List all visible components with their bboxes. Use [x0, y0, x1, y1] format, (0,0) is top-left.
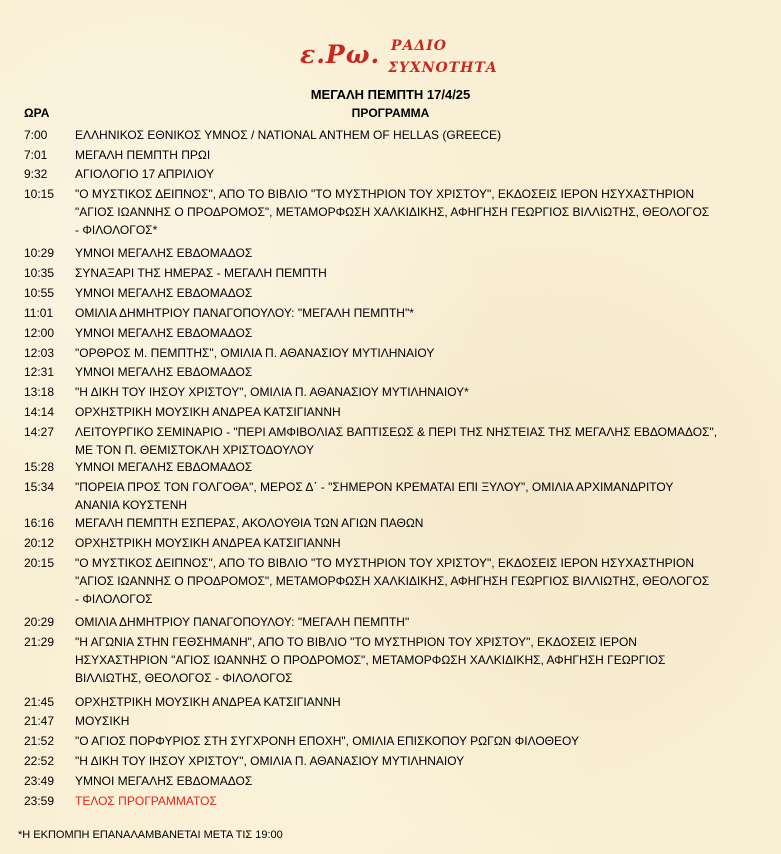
schedule-description: ΕΛΛΗΝΙΚΟΣ ΕΘΝΙΚΟΣ ΥΜΝΟΣ / NATIONAL ANTHEM OF HELLAS (GREECE)	[75, 128, 502, 142]
schedule-time: 15:28	[24, 460, 55, 474]
schedule-time: 21:45	[24, 695, 55, 709]
schedule-time: 21:52	[24, 734, 55, 748]
schedule-description: "Η ΔΙΚΗ ΤΟΥ ΙΗΣΟΥ ΧΡΙΣΤΟΥ", ΟΜΙΛΙΑ Π. ΑΘΑΝΑΣΙΟΥ ΜΥΤΙΛΗΝΑΙΟΥ*	[75, 385, 469, 399]
column-header-program: ΠΡΟΓΡΑΜΜΑ	[351, 106, 430, 120]
schedule-time: 15:34	[24, 480, 55, 494]
schedule-time: 10:35	[24, 266, 55, 280]
page-title: ΜΕΓΑΛΗ ΠΕΜΠΤΗ 17/4/25	[310, 87, 471, 102]
schedule-description: "Ο ΜΥΣΤΙΚΟΣ ΔΕΙΠΝΟΣ", ΑΠΟ ΤΟ ΒΙΒΛΙΟ "ΤΟ ΜΥΣΤΗΡΙΟΝ ΤΟΥ ΧΡΙΣΤΟΥ", ΕΚΔΟΣΕΙΣ ΙΕΡΟΝ ΗΣΥΧΑΣΤΗΡΙΟΝ "ΑΓΙΟΣ ΙΩΑΝΝΗΣ Ο ΠΡΟΔΡΟΜΟΣ", ΜΕΤΑΜΟΡΦΩΣΗ ΧΑΛΚΙΔΙΚΗΣ, ΑΦΗΓΗΣΗ ΓΕΩΡΓΙΟΣ ΒΙΛΛΙΩΤΗΣ, ΘΕΟΛΟΓΟΣ - ΦΙΛΟΛΟΓΟΣ	[75, 556, 710, 606]
schedule-time: 14:27	[24, 425, 55, 439]
schedule-description: ΥΜΝΟΙ ΜΕΓΑΛΗΣ ΕΒΔΟΜΑΔΟΣ	[75, 246, 253, 260]
schedule-time: 9:32	[24, 167, 48, 181]
schedule-description: ΟΡΧΗΣΤΡΙΚΗ ΜΟΥΣΙΚΗ ΑΝΔΡΕΑ ΚΑΤΣΙΓΙΑΝΝΗ	[75, 695, 341, 709]
schedule-description: ΥΜΝΟΙ ΜΕΓΑΛΗΣ ΕΒΔΟΜΑΔΟΣ	[75, 286, 253, 300]
footnote: *Η ΕΚΠΟΜΠΗ ΕΠΑΝΑΛΑΜΒΑΝΕΤΑΙ ΜΕΤΑ ΤΙΣ 19:00	[18, 829, 283, 841]
schedule-description: "ΠΟΡΕΙΑ ΠΡΟΣ ΤΟΝ ΓΟΛΓΟΘΑ", ΜΕΡΟΣ Δ΄ - "ΣΗΜΕΡΟΝ ΚΡΕΜΑΤΑΙ ΕΠΙ ΞΥΛΟΥ", ΟΜΙΛΙΑ ΑΡΧΙΜΑΝΔΡΙΤΟΥ ΑΝΑΝΙΑ ΚΟΥΣΤΕΝΗ	[75, 480, 674, 512]
schedule-time: 14:14	[24, 405, 55, 419]
logo-line-2: ΣΥΧΝΟΤΗΤΑ	[388, 60, 498, 76]
schedule-time: 7:00	[24, 128, 48, 142]
schedule-time: 7:01	[24, 148, 48, 162]
logo-mark: ε.Ρω.	[300, 40, 381, 69]
schedule-time: 16:16	[24, 516, 55, 530]
schedule-description: "Η ΑΓΩΝΙΑ ΣΤΗΝ ΓΕΘΣΗΜΑΝΗ", ΑΠΟ ΤΟ ΒΙΒΛΙΟ "ΤΟ ΜΥΣΤΗΡΙΟΝ ΤΟΥ ΧΡΙΣΤΟΥ", ΕΚΔΟΣΕΙΣ ΙΕΡΟΝ ΗΣΥΧΑΣΤΗΡΙΟΝ "ΑΓΙΟΣ ΙΩΑΝΝΗΣ Ο ΠΡΟΔΡΟΜΟΣ", ΜΕΤΑΜΟΡΦΩΣΗ ΧΑΛΚΙΔΙΚΗΣ, ΑΦΗΓΗΣΗ ΓΕΩΡΓΙΟΣ ΒΙΛΛΙΩΤΗΣ, ΘΕΟΛΟΓΟΣ - ΦΙΛΟΛΟΓΟΣ	[75, 635, 666, 685]
schedule-time: 23:49	[24, 774, 55, 788]
schedule-time: 10:55	[24, 286, 55, 300]
schedule-description: ΜΟΥΣΙΚΗ	[75, 714, 130, 728]
schedule-time: 21:47	[24, 714, 55, 728]
schedule-time: 22:52	[24, 754, 55, 768]
logo-line-1: ΡΑΔΙΟ	[391, 38, 447, 54]
schedule-time: 23:59	[24, 794, 55, 808]
schedule-description: ΥΜΝΟΙ ΜΕΓΑΛΗΣ ΕΒΔΟΜΑΔΟΣ	[75, 774, 253, 788]
schedule-description: ΥΜΝΟΙ ΜΕΓΑΛΗΣ ΕΒΔΟΜΑΔΟΣ	[75, 460, 253, 474]
schedule-description: ΜΕΓΑΛΗ ΠΕΜΠΤΗ ΠΡΩΙ	[75, 148, 211, 162]
column-header-time: ΩΡΑ	[24, 106, 50, 120]
schedule-description: ΟΡΧΗΣΤΡΙΚΗ ΜΟΥΣΙΚΗ ΑΝΔΡΕΑ ΚΑΤΣΙΓΙΑΝΝΗ	[75, 405, 341, 419]
schedule-description: ΑΓΙΟΛΟΓΙΟ 17 ΑΠΡΙΛΙΟΥ	[75, 167, 215, 181]
schedule-description: ΟΜΙΛΙΑ ΔΗΜΗΤΡΙΟΥ ΠΑΝΑΓΟΠΟΥΛΟΥ: "ΜΕΓΑΛΗ ΠΕΜΠΤΗ"	[75, 615, 410, 629]
schedule-description: ΜΕΓΑΛΗ ΠΕΜΠΤΗ ΕΣΠΕΡΑΣ, ΑΚΟΛΟΥΘΙΑ ΤΩΝ ΑΓΙΩΝ ΠΑΘΩΝ	[75, 516, 424, 530]
schedule-time: 21:29	[24, 635, 55, 649]
schedule-description: ΟΡΧΗΣΤΡΙΚΗ ΜΟΥΣΙΚΗ ΑΝΔΡΕΑ ΚΑΤΣΙΓΙΑΝΝΗ	[75, 536, 341, 550]
schedule-time: 12:03	[24, 346, 55, 360]
schedule-time: 11:01	[24, 306, 54, 320]
schedule-description: ΟΜΙΛΙΑ ΔΗΜΗΤΡΙΟΥ ΠΑΝΑΓΟΠΟΥΛΟΥ: "ΜΕΓΑΛΗ ΠΕΜΠΤΗ"*	[75, 306, 414, 320]
schedule-time: 20:15	[24, 556, 55, 570]
schedule-time: 12:00	[24, 326, 55, 340]
schedule-description: "Η ΔΙΚΗ ΤΟΥ ΙΗΣΟΥ ΧΡΙΣΤΟΥ", ΟΜΙΛΙΑ Π. ΑΘΑΝΑΣΙΟΥ ΜΥΤΙΛΗΝΑΙΟΥ	[75, 754, 465, 768]
schedule-description: ΤΕΛΟΣ ΠΡΟΓΡΑΜΜΑΤΟΣ	[75, 794, 217, 808]
schedule-time: 10:15	[24, 187, 55, 201]
schedule-description: ΣΥΝΑΞΑΡΙ ΤΗΣ ΗΜΕΡΑΣ - ΜΕΓΑΛΗ ΠΕΜΠΤΗ	[75, 266, 327, 280]
schedule-time: 10:29	[24, 246, 55, 260]
schedule-description: ΥΜΝΟΙ ΜΕΓΑΛΗΣ ΕΒΔΟΜΑΔΟΣ	[75, 365, 253, 379]
schedule-time: 20:29	[24, 615, 55, 629]
station-logo	[300, 36, 520, 80]
schedule-time: 20:12	[24, 536, 55, 550]
schedule-description: ΛΕΙΤΟΥΡΓΙΚΟ ΣΕΜΙΝΑΡΙΟ - "ΠΕΡΙ ΑΜΦΙΒΟΛΙΑΣ ΒΑΠΤΙΣΕΩΣ & ΠΕΡΙ ΤΗΣ ΝΗΣΤΕΙΑΣ ΤΗΣ ΜΕΓΑΛΗΣ ΕΒΔΟΜΑΔΟΣ", ΜΕ ΤΟΝ Π. ΘΕΜΙΣΤΟΚΛΗ ΧΡΙΣΤΟΔΟΥΛΟΥ	[75, 425, 718, 457]
schedule-time: 13:18	[24, 385, 55, 399]
schedule-description: ΥΜΝΟΙ ΜΕΓΑΛΗΣ ΕΒΔΟΜΑΔΟΣ	[75, 326, 253, 340]
schedule-description: "Ο ΜΥΣΤΙΚΟΣ ΔΕΙΠΝΟΣ", ΑΠΟ ΤΟ ΒΙΒΛΙΟ "ΤΟ ΜΥΣΤΗΡΙΟΝ ΤΟΥ ΧΡΙΣΤΟΥ", ΕΚΔΟΣΕΙΣ ΙΕΡΟΝ ΗΣΥΧΑΣΤΗΡΙΟΝ "ΑΓΙΟΣ ΙΩΑΝΝΗΣ Ο ΠΡΟΔΡΟΜΟΣ", ΜΕΤΑΜΟΡΦΩΣΗ ΧΑΛΚΙΔΙΚΗΣ, ΑΦΗΓΗΣΗ ΓΕΩΡΓΙΟΣ ΒΙΛΛΙΩΤΗΣ, ΘΕΟΛΟΓΟΣ - ΦΙΛΟΛΟΓΟΣ*	[75, 187, 710, 237]
schedule-description: "Ο ΑΓΙΟΣ ΠΟΡΦΥΡΙΟΣ ΣΤΗ ΣΥΓΧΡΟΝΗ ΕΠΟΧΗ", ΟΜΙΛΙΑ ΕΠΙΣΚΟΠΟΥ ΡΩΓΩΝ ΦΙΛΟΘΕΟΥ	[75, 734, 579, 748]
schedule-description: "ΟΡΘΡΟΣ Μ. ΠΕΜΠΤΗΣ", ΟΜΙΛΙΑ Π. ΑΘΑΝΑΣΙΟΥ ΜΥΤΙΛΗΝΑΙΟΥ	[75, 346, 435, 360]
schedule-time: 12:31	[24, 365, 55, 379]
